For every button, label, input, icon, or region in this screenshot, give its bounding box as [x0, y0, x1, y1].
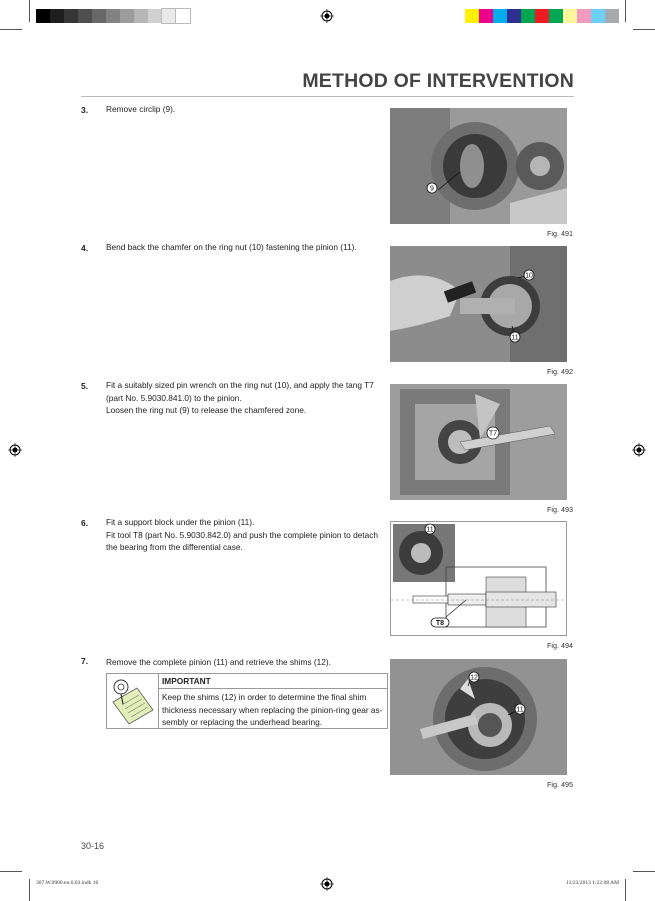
- page-number: 30-16: [81, 841, 105, 851]
- header-rule: [81, 96, 574, 97]
- photo-fig-491: [390, 108, 567, 224]
- registration-mark-icon: [8, 443, 22, 457]
- registration-mark-icon: [320, 877, 334, 891]
- crop-mark: [0, 29, 22, 30]
- crop-mark: [633, 29, 655, 30]
- gray-swatch: [148, 9, 162, 23]
- figure-caption: Fig. 491: [547, 229, 573, 238]
- color-swatch: [577, 9, 591, 23]
- gray-swatch: [176, 9, 190, 23]
- step-text: [106, 379, 386, 417]
- color-swatch: [465, 9, 479, 23]
- footer-file-info: 307.W.0900.en.6.03.indb 16: [36, 880, 99, 886]
- figure-caption: Fig. 495: [547, 780, 573, 789]
- step-number: 4.: [81, 243, 89, 253]
- important-line: Keep the shims (12) in order to determine the final shim: [162, 692, 367, 702]
- registration-mark-icon: [320, 9, 334, 23]
- color-swatch: [493, 9, 507, 23]
- footer-timestamp: 11/23/2013 1:22:08 AM: [566, 880, 619, 886]
- callout-label: T8: [435, 620, 445, 627]
- step-text: [106, 103, 386, 116]
- color-swatch: [535, 9, 549, 23]
- note-icon: [107, 674, 159, 728]
- crop-mark: [0, 871, 22, 872]
- important-line: sembly or replacing the underhead bearing.: [162, 717, 323, 727]
- callout-label: 9: [430, 185, 434, 193]
- diagram-fig-494: [390, 521, 567, 636]
- gray-swatch: [64, 9, 78, 23]
- step-line: Fit tool T8 (part No. 5.9030.842.0) and push the complete pinion to detach: [106, 529, 378, 540]
- gray-swatch: [162, 9, 176, 23]
- figure-caption: Fig. 493: [547, 505, 573, 514]
- callout-label: 11: [426, 526, 434, 534]
- color-swatch: [479, 9, 493, 23]
- gray-swatch: [120, 9, 134, 23]
- step-number: 6.: [81, 518, 89, 528]
- color-swatch: [591, 9, 605, 23]
- step-number: 7.: [81, 656, 89, 666]
- color-swatch: [605, 9, 619, 23]
- callout-label: 10: [525, 272, 533, 280]
- callout-label: T7: [488, 430, 498, 438]
- photo-fig-492: [390, 246, 567, 362]
- step-line: Remove the complete pinion (11) and retrieve the shims (12).: [106, 657, 331, 667]
- crop-mark: [29, 879, 30, 901]
- gray-swatch: [92, 9, 106, 23]
- step-line: Bend back the chamfer on the ring nut (10) fastening the pinion (11).: [106, 242, 357, 252]
- crop-mark: [633, 871, 655, 872]
- step-line: (part No. 5.9030.841.0) to the pinion.: [106, 392, 242, 403]
- gray-swatch: [36, 9, 50, 23]
- color-swatch: [507, 9, 521, 23]
- step-text: [106, 516, 386, 554]
- step-text: [106, 241, 386, 254]
- callout-label: 12: [470, 674, 478, 682]
- page-title: METHOD OF INTERVENTION: [302, 70, 574, 92]
- photo-fig-495: [390, 659, 567, 775]
- crop-mark: [29, 0, 30, 22]
- color-swatch: [563, 9, 577, 23]
- figure-caption: Fig. 494: [547, 641, 573, 650]
- callout-label: 11: [516, 706, 524, 714]
- crop-mark: [625, 0, 626, 22]
- gray-swatch: [134, 9, 148, 23]
- color-swatch: [521, 9, 535, 23]
- crop-mark: [625, 879, 626, 901]
- step-number: 5.: [81, 381, 89, 391]
- important-body: [162, 691, 386, 729]
- step-line: Fit a support block under the pinion (11).: [106, 517, 255, 527]
- important-divider: [158, 688, 387, 689]
- gray-swatch: [78, 9, 92, 23]
- step-line: the bearing from the differential case.: [106, 542, 243, 552]
- step-line: Loosen the ring nut (9) to release the chamfered zone.: [106, 405, 307, 415]
- figure-caption: Fig. 492: [547, 367, 573, 376]
- callout-label: 11: [511, 334, 519, 342]
- step-number: 3.: [81, 105, 89, 115]
- step-line: Remove circlip (9).: [106, 104, 176, 114]
- gray-swatch: [106, 9, 120, 23]
- photo-fig-493: [390, 384, 567, 500]
- step-text: [106, 656, 386, 669]
- registration-mark-icon: [632, 443, 646, 457]
- important-note: [106, 673, 388, 729]
- important-heading: IMPORTANT: [162, 676, 211, 686]
- step-line: Fit a suitably sized pin wrench on the ring nut (10), and apply the tang T7: [106, 380, 374, 390]
- gray-swatch: [50, 9, 64, 23]
- important-line: thickness necessary when replacing the pinion-ring gear as-: [162, 704, 383, 715]
- color-swatch: [549, 9, 563, 23]
